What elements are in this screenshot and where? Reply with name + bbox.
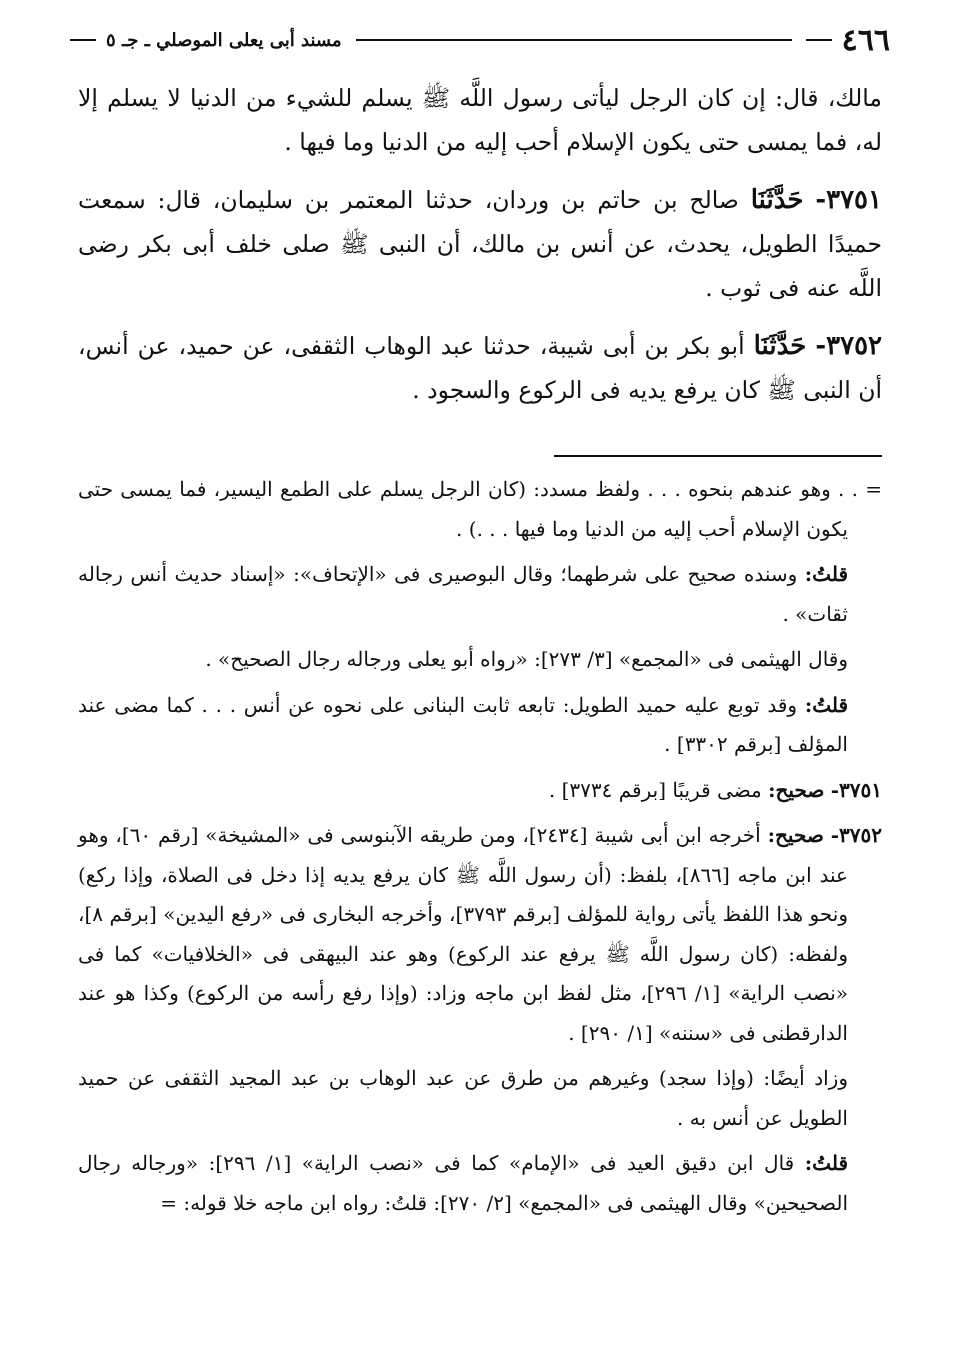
hadith-number: ٣٧٥١- [815, 185, 882, 215]
hadith-number: ٣٧٥٢- [815, 331, 882, 361]
page-header [70, 22, 890, 58]
qultu-label: قلتُ: [804, 562, 848, 586]
footnote-3751 [78, 771, 882, 811]
footnote-separator [554, 455, 882, 457]
grade-label: صحيح: [768, 777, 825, 802]
grade-label: صحيح: [767, 823, 824, 847]
footnotes [78, 470, 882, 1229]
hadith-text: صالح بن حاتم بن وردان، حدثنا المعتمر بن سليمان، قال: سمعت حميدًا الطويل، يحدث، عن أنس بن مالك، أن النبى ﷺ صلى خلف أبى بكر رضى اللَّه عنه فى ثوب . [78, 186, 882, 302]
main-text [78, 76, 882, 426]
paragraph-continuation: مالك، قال: إن كان الرجل ليأتى رسول اللَّه ﷺ يسلم للشيء من الدنيا لا يسلم إلا له، فما يمسى حتى يكون الإسلام أحب إليه من الدنيا وما فيها . [78, 84, 882, 156]
header-rule [356, 39, 792, 41]
hadith-text: أبو بكر بن أبى شيبة، حدثنا عبد الوهاب الثقفى، عن حميد، عن أنس، أن النبى ﷺ كان يرفع يديه فى الركوع والسجود . [78, 332, 882, 404]
footnote-text: قال ابن دقيق العيد فى «الإمام» كما فى «نصب الراية» [١/ ٢٩٦]: «ورجاله رجال الصحيحين» وقال الهيثمى فى «المجمع» [٢/ ٢٧٠]: قلتُ: رواه ابن ماجه خلا قوله: = [78, 1151, 848, 1215]
footnote-number: ٣٧٥٢- [830, 823, 883, 847]
footnote-qultu-2 [78, 686, 882, 765]
hadith-keyword: حَدَّثَنَا [753, 331, 807, 361]
footnote-qultu-3 [78, 1144, 882, 1223]
footnote-continuation: = . . وهو عندهم بنحوه . . . ولفظ مسدد: (كان الرجل يسلم على الطمع اليسير، فما يمسى حتى يكون الإسلام أحب إليه من الدنيا وما فيها . . .) . [78, 477, 882, 541]
hadith-3751 [78, 178, 882, 310]
header-dash-left [70, 39, 96, 41]
qultu-label: قلتُ: [804, 692, 849, 717]
footnote-text: وسنده صحيح على شرطهما؛ وقال البوصيرى فى «الإتحاف»: «إسناد حديث أنس رجاله ثقات» . [78, 562, 848, 626]
page-number [806, 23, 890, 58]
footnote-qultu-1 [78, 555, 882, 634]
footnote-text: أخرجه ابن أبى شيبة [٢٤٣٤]، ومن طريقه الآبنوسى فى «المشيخة» [رقم ٦٠]، وهو عند ابن ماجه [٨٦٦]، بلفظ: (أن رسول اللَّه ﷺ كان يرفع يديه إذا دخل فى الصلاة، وإذا ركع) ونحو هذا اللفظ يأتى رواية للمؤلف [برقم ٣٧٩٣]، وأخرجه البخارى فى «رفع اليدين» [برقم ٨]، ولفظه: (كان رسول اللَّه ﷺ يرفع عند الركوع) وهو عند البيهقى فى «الخلافيات» كما فى «نصب الراية» [١/ ٢٩٦]، مثل لفظ ابن ماجه وزاد: (وإذا رفع رأسه من الركوع) وكذا هو عند الدارقطنى فى «سننه» [١/ ٢٩٠] . [78, 823, 849, 1045]
footnote-text: مضى قريبًا [برقم ٣٧٣٤] . [548, 777, 762, 802]
header-dash [806, 39, 832, 41]
footnote-haythami: وقال الهيثمى فى «المجمع» [٣/ ٢٧٣]: «رواه أبو يعلى ورجاله رجال الصحيح» . [205, 647, 848, 671]
book-title-text: مسند أبى يعلى الموصلي ـ جـ ٥ [106, 29, 342, 51]
page-number-text: ٤٦٦ [841, 22, 890, 58]
book-title [70, 30, 342, 51]
footnote-text: وقد توبع عليه حميد الطويل: تابعه ثابت البنانى على نحوه عن أنس . . . كما مضى عند المؤلف [برقم ٣٣٠٢] . [78, 692, 848, 756]
footnote-addition: وزاد أيضًا: (وإذا سجد) وغيرهم من طرق عن عبد الوهاب بن عبد المجيد الثقفى عن حميد الطويل عن أنس به . [78, 1066, 848, 1130]
footnote-3752 [78, 816, 882, 1053]
hadith-3752 [78, 324, 882, 412]
hadith-keyword: حَدَّثَنَا [750, 185, 804, 215]
qultu-label: قلتُ: [804, 1151, 848, 1175]
footnote-number: ٣٧٥١- [830, 777, 882, 802]
